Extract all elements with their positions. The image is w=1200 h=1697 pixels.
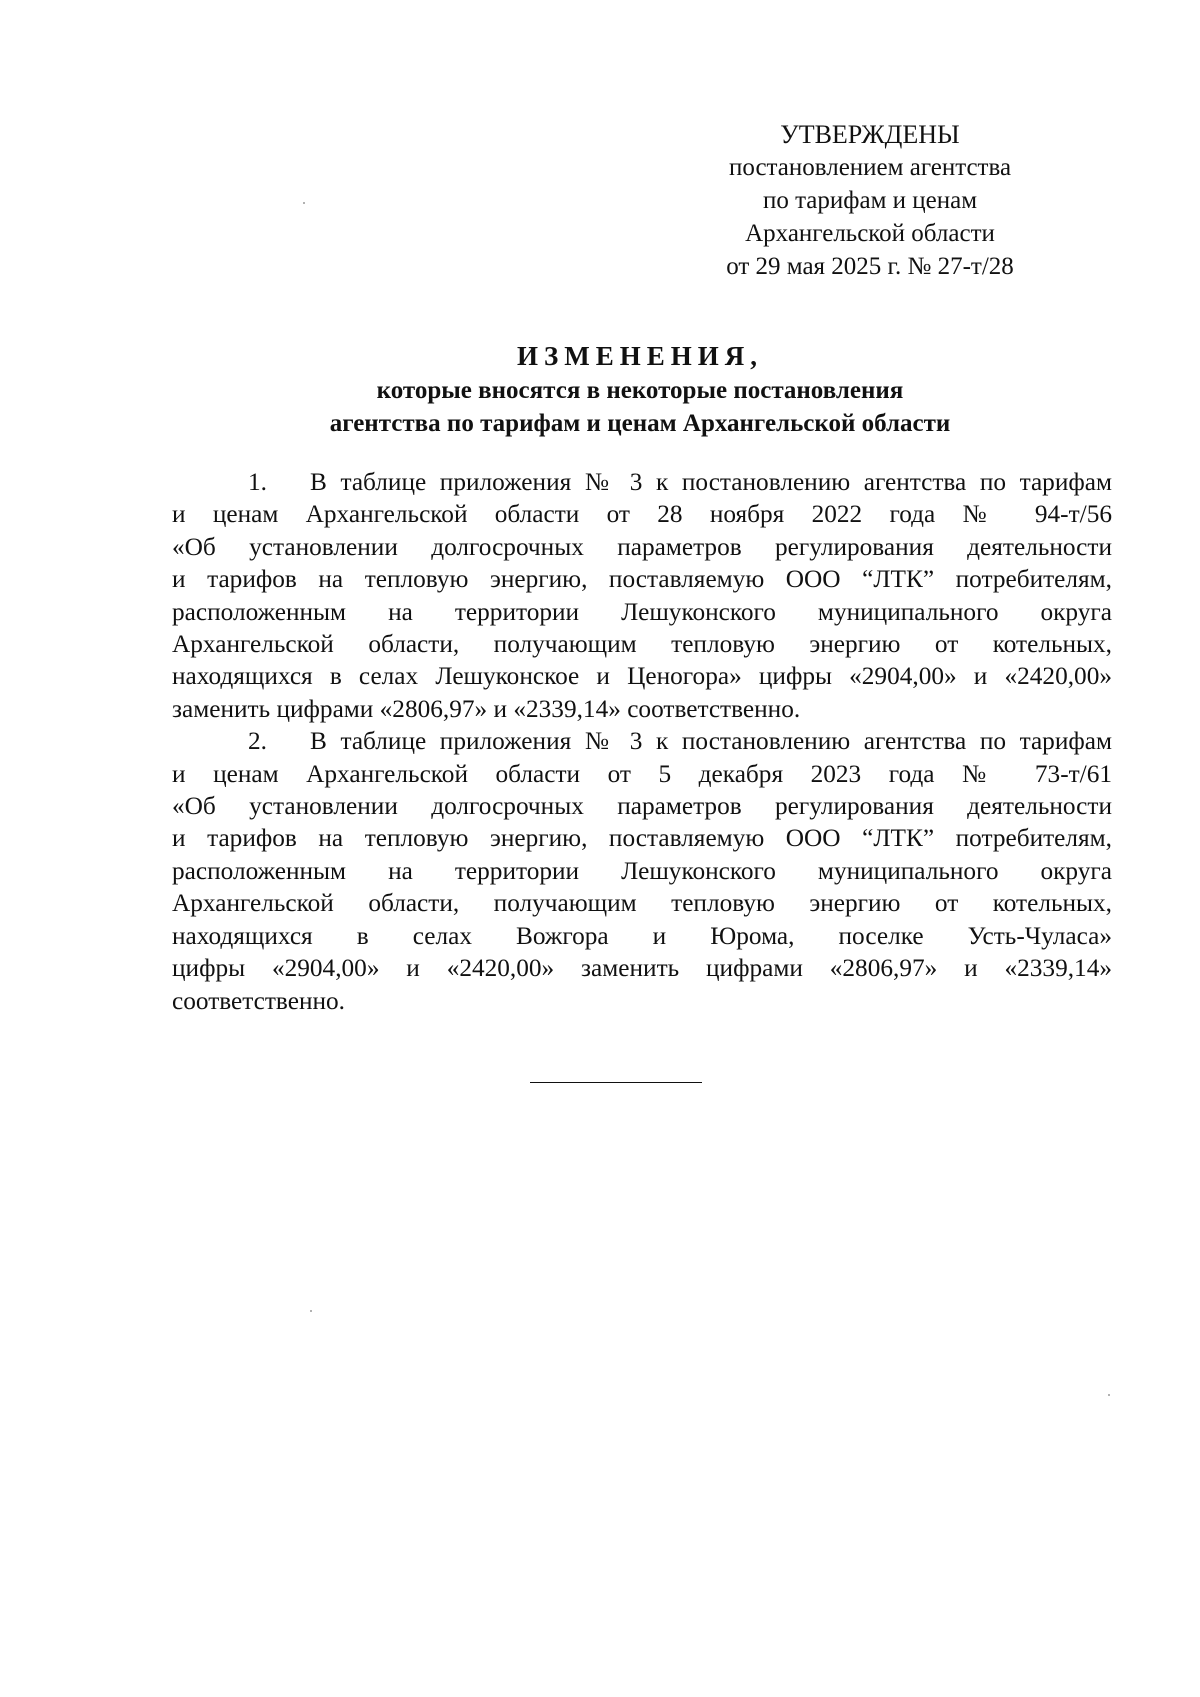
item-2-line-5: расположенным на территории Лешуконского муниципального округа <box>172 856 1112 885</box>
item-1-line-7: находящихся в селах Лешуконское и Ценогора» цифры «2904,00» и «2420,00» <box>172 662 1112 691</box>
approval-line-2: по тарифам и ценам <box>762 187 978 214</box>
item-1-number: 1. <box>248 468 267 496</box>
document-subtitle-line-2: агентства по тарифам и ценам Архангельской области <box>329 410 951 437</box>
item-2-line-3: «Об установлении долгосрочных параметров регулирования деятельности <box>172 792 1112 821</box>
document-subtitle-line-1: которые вносятся в некоторые постановления <box>376 377 904 404</box>
item-2-line-7: находящихся в селах Вожгора и Юрома, поселке Усть-Чуласа» <box>172 921 1112 950</box>
item-1-line-1-text: В таблице приложения № 3 к постановлению агентства по тарифам <box>310 468 1112 496</box>
item-2-line-4: и тарифов на тепловую энергию, поставляемую ООО “ЛТК” потребителям, <box>172 824 1112 853</box>
document-title: ИЗМЕНЕНИЯ, <box>516 341 763 371</box>
approval-line-1: постановлением агентства <box>728 154 1012 181</box>
item-1-line-4: и тарифов на тепловую энергию, поставляемую ООО “ЛТК” потребителям, <box>172 565 1112 594</box>
item-1-line-3: «Об установлении долгосрочных параметров регулирования деятельности <box>172 532 1112 561</box>
document-body <box>172 466 1112 1017</box>
document-heading <box>240 338 1040 440</box>
approval-line-3: Архангельской области <box>745 220 995 247</box>
item-1-line-8: заменить цифрами «2806,97» и «2339,14» соответственно. <box>172 694 801 723</box>
item-1-line-1 <box>172 466 1112 498</box>
scan-speck <box>310 1310 312 1312</box>
item-2 <box>172 725 1112 1017</box>
scan-speck <box>1108 1394 1110 1396</box>
item-1 <box>172 466 1112 725</box>
item-2-line-6: Архангельской области, получающим тепловую энергию от котельных, <box>172 889 1112 918</box>
item-1-line-5: расположенным на территории Лешуконского муниципального округа <box>172 597 1112 626</box>
item-1-line-6: Архангельской области, получающим тепловую энергию от котельных, <box>172 630 1112 659</box>
approval-title: УТВЕРЖДЕНЫ <box>780 120 960 149</box>
item-2-line-9: соответственно. <box>172 986 345 1015</box>
item-2-line-1 <box>172 725 1112 757</box>
item-2-line-8: цифры «2904,00» и «2420,00» заменить цифрами «2806,97» и «2339,14» <box>172 954 1112 983</box>
item-2-number: 2. <box>248 727 267 756</box>
item-1-line-2: и ценам Архангельской области от 28 ноября 2022 года № 94-т/56 <box>172 500 1112 529</box>
end-divider <box>530 1082 702 1083</box>
item-2-line-1-text: В таблице приложения № 3 к постановлению агентства по тарифам <box>310 727 1112 756</box>
item-2-line-2: и ценам Архангельской области от 5 декабря 2023 года № 73-т/61 <box>172 759 1112 788</box>
approval-stamp <box>690 118 1050 283</box>
approval-line-4: от 29 мая 2025 г. № 27-т/28 <box>726 253 1014 280</box>
scan-speck <box>303 202 305 204</box>
